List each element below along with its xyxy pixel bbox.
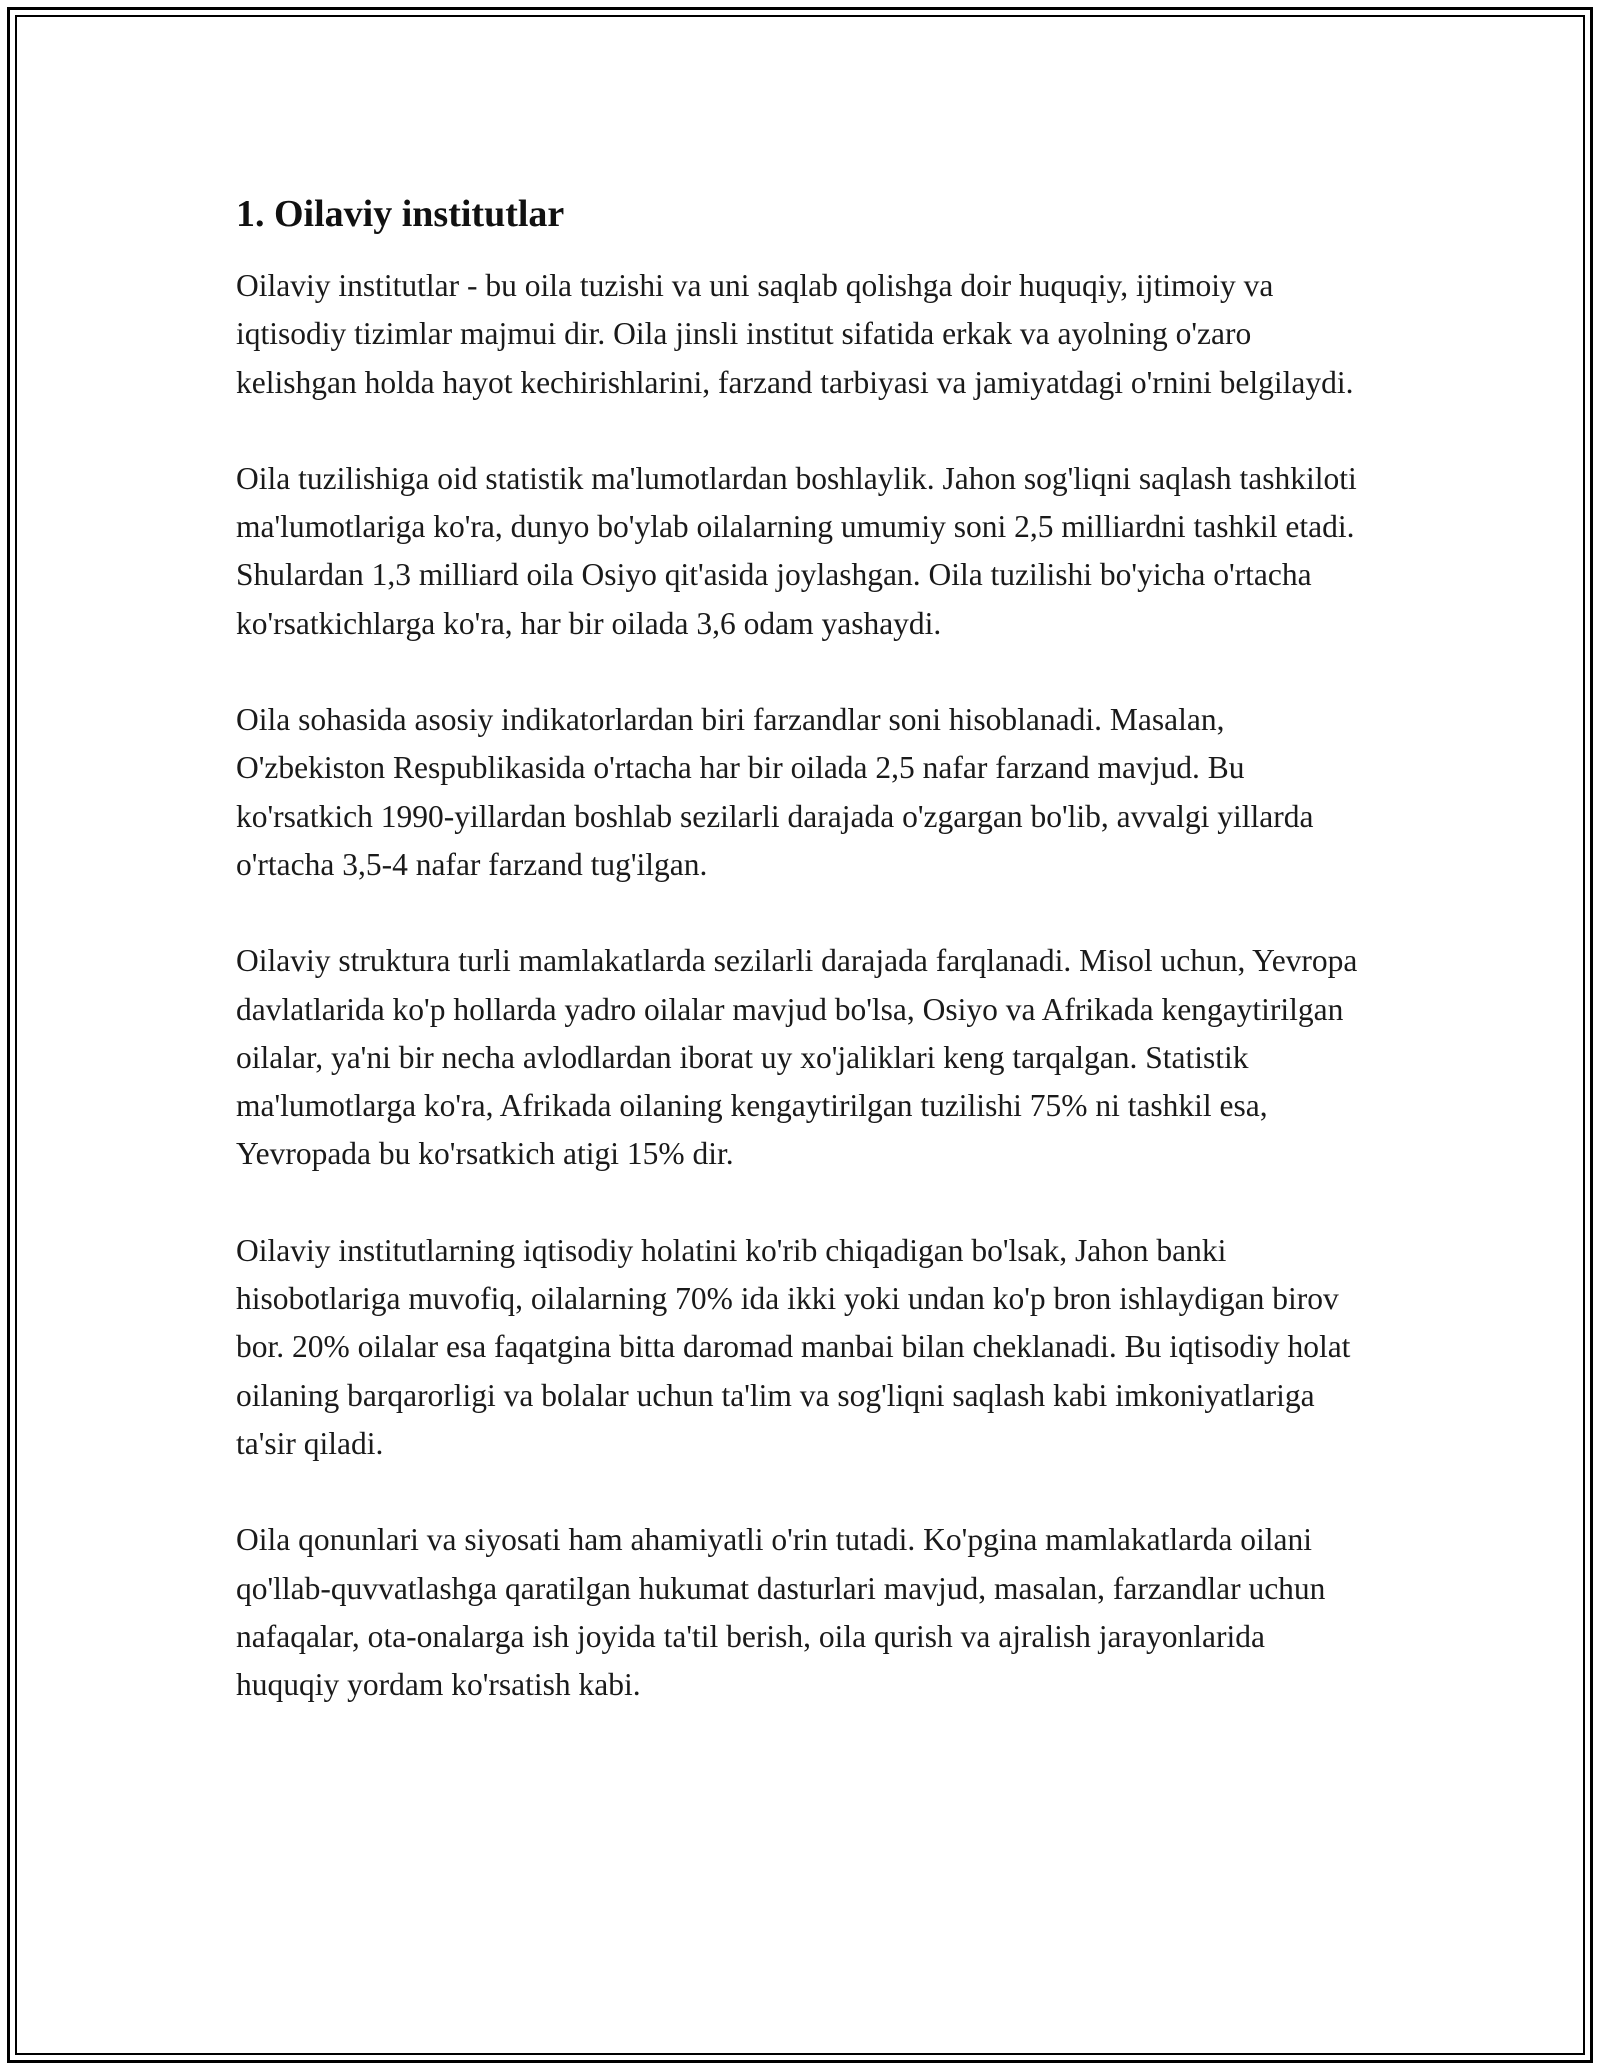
- document-body: [236, 186, 1376, 1757]
- paragraph-children-count: Oila sohasida asosiy indikatorlardan biri farzandlar soni hisoblanadi. Masalan, O'zbekiston Respublikasida o'rtacha har bir oilada 2,5 nafar farzand mavjud. Bu ko'rsatkich 1990-yillardan boshlab sezilarli darajada o'zgargan bo'lib, avvalgi yillarda o'rtacha 3,5-4 nafar farzand tug'ilgan.: [236, 702, 1314, 882]
- section-heading: 1. Oilaviy institutlar: [236, 193, 565, 235]
- paragraph-definition: Oilaviy institutlar - bu oila tuzishi va uni saqlab qolishga doir huquqiy, ijtimoiy va iqtisodiy tizimlar majmui dir. Oila jinsli institut sifatida erkak va ayolning o'zaro kelishgan holda hayot kechirishlarini, farzand tarbiyasi va jamiyatdagi o'rnini belgilaydi.: [236, 268, 1354, 400]
- paragraph-family-statistics: Oila tuzilishiga oid statistik ma'lumotlardan boshlaylik. Jahon sog'liqni saqlash tashkiloti ma'lumotlariga ko'ra, dunyo bo'ylab oilalarning umumiy soni 2,5 milliardni tashkil etadi. Shulardan 1,3 milliard oila Osiyo qit'asida joylashgan. Oila tuzilishi bo'yicha o'rtacha ko'rsatkichlarga ko'ra, har bir oilada 3,6 odam yashaydi.: [236, 460, 1357, 641]
- paragraph-family-structure: Oilaviy struktura turli mamlakatlarda sezilarli darajada farqlanadi. Misol uchun, Yevropa davlatlarida ko'p hollarda yadro oilalar mavjud bo'lsa, Osiyo va Afrikada kengaytirilgan oilalar, ya'ni bir necha avlodlardan iborat uy xo'jaliklari keng tarqalgan. Statistik ma'lumotlarga ko'ra, Afrikada oilaning kengaytirilgan tuzilishi 75% ni tashkil esa, Yevropada bu ko'rsatkich atigi 15% dir.: [236, 943, 1358, 1172]
- paragraph-economic-status: Oilaviy institutlarning iqtisodiy holatini ko'rib chiqadigan bo'lsak, Jahon banki hisobotlariga muvofiq, oilalarning 70% ida ikki yoki undan ko'p bron ishlaydigan birov bor. 20% oilalar esa faqatgina bitta daromad manbai bilan cheklanadi. Bu iqtisodiy holat oilaning barqarorligi va bolalar uchun ta'lim va sog'liqni saqlash kabi imkoniyatlariga ta'sir qiladi.: [236, 1232, 1351, 1461]
- paragraph-family-law: Oila qonunlari va siyosati ham ahamiyatli o'rin tutadi. Ko'pgina mamlakatlarda oilani qo'llab-quvvatlashga qaratilgan hukumat dasturlari mavjud, masalan, farzandlar uchun nafaqalar, ota-onalarga ish joyida ta'til berish, oila qurish va ajralish jarayonlarida huquqiy yordam ko'rsatish kabi.: [236, 1522, 1326, 1703]
